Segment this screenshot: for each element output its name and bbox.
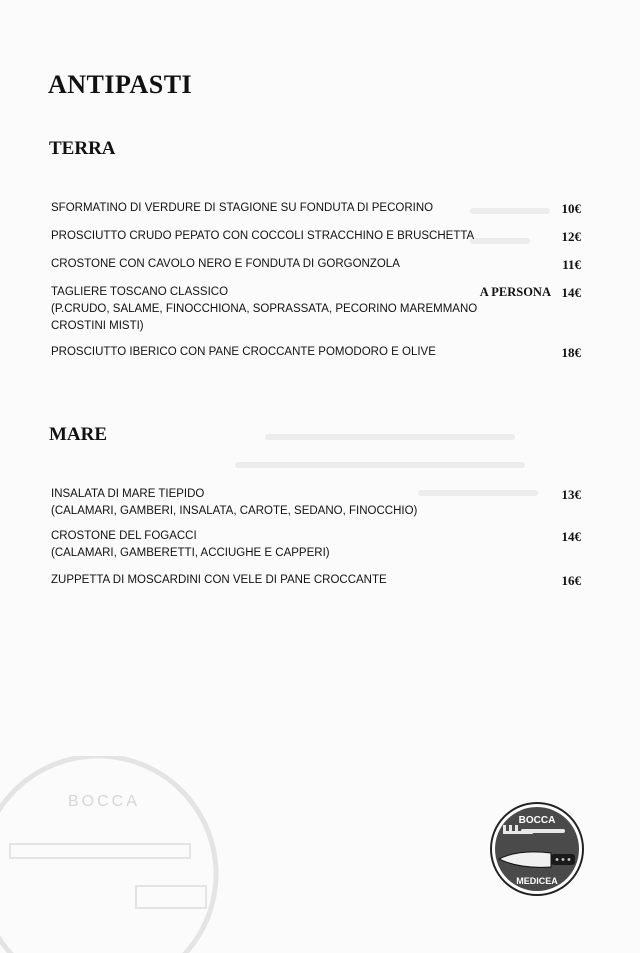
item-price: 16€: [561, 573, 581, 588]
menu-item: [51, 256, 581, 273]
bocca-medicea-logo: [489, 801, 585, 897]
item-price: 14€: [561, 529, 581, 544]
logo-bottom-text: MEDICEA: [516, 876, 558, 886]
item-name: CROSTONE DEL FOGACCI: [51, 530, 197, 542]
logo-top-text: BOCCA: [518, 815, 556, 826]
menu-item: [51, 200, 581, 217]
item-description: (P.CRUDO, SALAME, FINOCCHIONA, SOPRASSATA, PECORINO MAREMMANO CROSTINI MISTI): [51, 303, 478, 332]
page-title: ANTIPASTI: [48, 70, 193, 99]
menu-item: [51, 228, 581, 245]
item-name: TAGLIERE TOSCANO CLASSICO: [51, 286, 229, 298]
menu-item: [51, 486, 581, 520]
item-price: 11€: [562, 257, 581, 272]
item-name: INSALATA DI MARE TIEPIDO: [51, 488, 205, 500]
item-description: (CALAMARI, GAMBERETTI, ACCIUGHE E CAPPERI): [51, 547, 330, 559]
stamp-text: BOCCA: [68, 793, 140, 810]
item-price-note: A PERSONA: [479, 285, 551, 299]
item-name: ZUPPETTA DI MOSCARDINI CON VELE DI PANE CROCCANTE: [51, 574, 387, 586]
item-name: PROSCIUTTO CRUDO PEPATO CON COCCOLI STRACCHINO E BRUSCHETTA: [51, 230, 475, 242]
item-name: PROSCIUTTO IBERICO CON PANE CROCCANTE POMODORO E OLIVE: [51, 346, 436, 358]
section-title-terra: TERRA: [49, 138, 116, 159]
menu-item: [51, 284, 581, 335]
item-price: 13€: [561, 487, 581, 502]
ghost-line: [265, 434, 515, 440]
item-name: SFORMATINO DI VERDURE DI STAGIONE SU FONDUTA DI PECORINO: [51, 202, 434, 214]
menu-item: [51, 528, 581, 562]
menu-item: [51, 572, 581, 589]
section-title-mare: MARE: [49, 424, 108, 445]
item-name: CROSTONE CON CAVOLO NERO E FONDUTA DI GORGONZOLA: [51, 258, 400, 270]
ghost-line: [235, 462, 525, 468]
item-price: 18€: [561, 345, 581, 360]
item-description: (CALAMARI, GAMBERI, INSALATA, CAROTE, SEDANO, FINOCCHIO): [51, 505, 418, 517]
menu-item: [51, 344, 581, 361]
faint-stamp: [0, 756, 230, 953]
item-price: 14€: [561, 285, 581, 300]
item-price: 12€: [561, 229, 581, 244]
item-price: 10€: [561, 201, 581, 216]
